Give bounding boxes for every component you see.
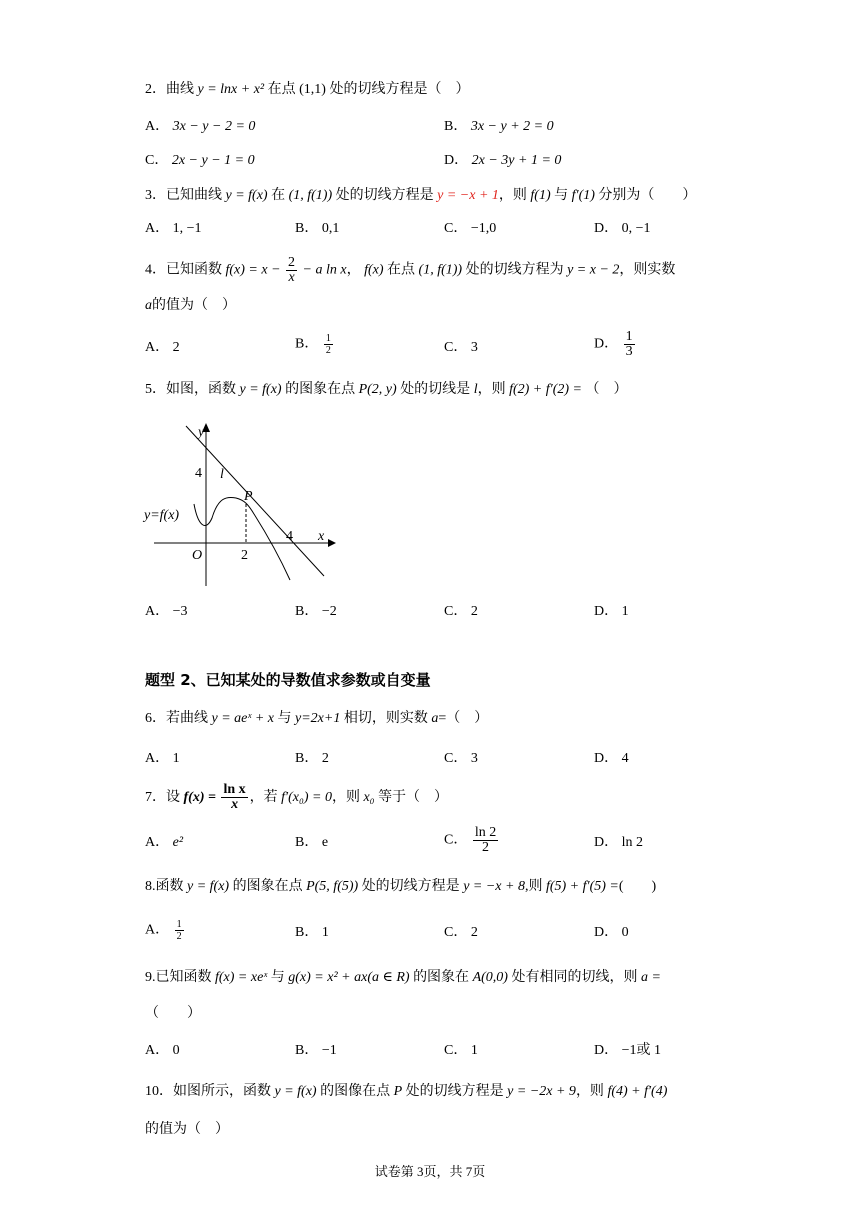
option-value: 3x − y + 2 = 0 bbox=[470, 119, 554, 134]
q3-point: (1, f(1)) bbox=[288, 188, 333, 203]
q8-option-a[interactable] bbox=[145, 919, 186, 942]
q7-option-d[interactable] bbox=[594, 833, 643, 853]
option-value: 1 bbox=[470, 1043, 478, 1058]
tangent-line-l bbox=[186, 426, 324, 576]
q3-option-d[interactable] bbox=[594, 219, 651, 239]
q4-text2: 在点 bbox=[387, 262, 416, 278]
option-value: −1,0 bbox=[470, 221, 497, 236]
option-value: 3 bbox=[470, 751, 478, 766]
option-letter: B． bbox=[295, 221, 319, 236]
q8-point: P(5, f(5)) bbox=[306, 879, 359, 894]
option-letter: A． bbox=[145, 751, 170, 766]
q6-option-b[interactable] bbox=[295, 749, 329, 769]
q9-text1: 与 bbox=[270, 970, 285, 985]
option-letter: D． bbox=[594, 925, 619, 940]
q10-stem bbox=[145, 1082, 667, 1102]
option-value: −1 bbox=[321, 1043, 337, 1058]
q6-stem bbox=[145, 709, 488, 729]
option-value: 2 bbox=[470, 925, 478, 940]
q3-text4: 与 bbox=[554, 188, 569, 203]
q3-label: 3．已知曲线 bbox=[145, 188, 222, 203]
q5-text4: （ ） bbox=[585, 382, 628, 397]
q5-point: P(2, y) bbox=[358, 382, 397, 397]
q6-option-a[interactable] bbox=[145, 749, 180, 769]
q7-fx: f(x) = bbox=[183, 790, 216, 805]
option-value: 2x − 3y + 1 = 0 bbox=[471, 153, 562, 168]
q4-fx: f(x) bbox=[364, 262, 384, 278]
option-fraction bbox=[473, 826, 498, 855]
q4-stem bbox=[145, 256, 675, 285]
option-value: 2 bbox=[470, 604, 478, 619]
q9-point: A(0,0) bbox=[472, 970, 508, 985]
q6-option-d[interactable] bbox=[594, 749, 629, 769]
q9-g: g(x) = x² + ax(a ∈ R) bbox=[288, 970, 410, 985]
option-value: e bbox=[321, 835, 329, 850]
q10-sum: f(4) + f′(4) bbox=[607, 1084, 668, 1099]
q2-expr: y = lnx + x² bbox=[197, 82, 265, 97]
option-letter: D． bbox=[594, 835, 619, 850]
q10-expr: y = f(x) bbox=[274, 1084, 317, 1099]
q3-text1: 在 bbox=[271, 188, 286, 203]
y-tick-4: 4 bbox=[195, 466, 202, 481]
option-letter: A． bbox=[145, 604, 170, 619]
q7-fraction bbox=[221, 783, 247, 812]
page-footer: 试卷第 3页，共 7页 bbox=[374, 1164, 486, 1179]
q4-point: (1, f(1)) bbox=[418, 262, 463, 278]
line-label-l: l bbox=[220, 467, 224, 482]
q2-option-c[interactable] bbox=[145, 151, 255, 171]
option-letter: A． bbox=[145, 835, 170, 850]
q6-line: y=2x+1 bbox=[295, 711, 341, 726]
q3-tangent: y = −x + 1 bbox=[437, 188, 499, 203]
q3-option-b[interactable] bbox=[295, 219, 339, 239]
option-letter: B． bbox=[295, 835, 319, 850]
option-value: 1 bbox=[621, 604, 629, 619]
option-letter: B． bbox=[295, 925, 319, 940]
q6-var: a bbox=[431, 711, 439, 726]
option-letter: D． bbox=[594, 336, 619, 352]
q2-option-a[interactable] bbox=[145, 117, 255, 137]
q2-point: (1,1) bbox=[299, 82, 326, 97]
q6-label: 6．若曲线 bbox=[145, 711, 208, 726]
curve-label: y=f(x) bbox=[144, 508, 180, 523]
option-letter: B． bbox=[444, 119, 468, 134]
option-letter: C． bbox=[444, 221, 468, 236]
q4-expr-right: − a ln x bbox=[302, 262, 347, 278]
option-value: 1 bbox=[321, 925, 329, 940]
q5-stem bbox=[145, 380, 627, 400]
fraction-numerator: ln 2 bbox=[474, 825, 497, 840]
option-letter: A． bbox=[145, 1043, 170, 1058]
q2-text1: 在点 bbox=[267, 82, 296, 97]
q7-text2: ，则 bbox=[331, 790, 360, 805]
option-letter: A． bbox=[145, 119, 170, 134]
q7-stem bbox=[145, 783, 448, 813]
fraction-numerator: ln x bbox=[223, 782, 246, 798]
q8-sum: f(5) + f′(5) = bbox=[545, 879, 619, 894]
q7-x0: x₀ bbox=[363, 790, 375, 805]
q4-text4: ，则实数 bbox=[619, 262, 676, 278]
q5-text2: 处的切线是 bbox=[400, 382, 471, 397]
q4-option-d[interactable] bbox=[594, 330, 637, 359]
option-letter: D． bbox=[594, 751, 619, 766]
q8-tangent: y = −x + 8 bbox=[463, 879, 525, 894]
option-value: −1或 1 bbox=[621, 1043, 662, 1058]
option-value: 2 bbox=[321, 751, 329, 766]
option-letter: B． bbox=[295, 1043, 319, 1058]
q8-expr: y = f(x) bbox=[187, 879, 230, 894]
q3-f1: f(1) bbox=[530, 188, 551, 203]
q2-text2: 处的切线方程是（ ） bbox=[329, 82, 470, 97]
q10-label: 10．如图所示，函数 bbox=[145, 1084, 271, 1099]
q9-option-d[interactable] bbox=[594, 1041, 661, 1061]
q9-f: f(x) = xeˣ bbox=[215, 970, 268, 985]
point-label-p: P bbox=[244, 489, 253, 504]
q3-option-c[interactable] bbox=[444, 219, 496, 239]
option-fraction bbox=[324, 333, 333, 356]
q8-option-b[interactable] bbox=[295, 923, 329, 943]
option-letter: C． bbox=[444, 832, 468, 848]
fraction-denominator: x bbox=[231, 797, 239, 813]
q7-label: 7．设 bbox=[145, 790, 180, 805]
section-heading: 题型 2、已知某处的导数值求参数或自变量 bbox=[145, 671, 431, 689]
option-value: 3 bbox=[470, 340, 478, 355]
fraction-denominator: 2 bbox=[482, 840, 490, 855]
q8-text2: 处的切线方程是 bbox=[361, 879, 460, 894]
q4-text3: 处的切线方程为 bbox=[465, 262, 564, 278]
option-value: −2 bbox=[321, 604, 337, 619]
q4-option-a[interactable] bbox=[145, 338, 180, 358]
q9-text3: 处有相同的切线，则 bbox=[511, 970, 638, 985]
q5-option-d[interactable] bbox=[594, 602, 629, 622]
q10-text2: 处的切线方程是 bbox=[405, 1084, 504, 1099]
q4-fraction bbox=[286, 256, 297, 285]
option-value: ln 2 bbox=[621, 835, 644, 850]
q3-option-a[interactable] bbox=[145, 219, 202, 239]
option-fraction bbox=[624, 330, 635, 359]
q6-option-c[interactable] bbox=[444, 749, 478, 769]
option-letter: B． bbox=[295, 336, 319, 352]
q3-stem bbox=[145, 186, 696, 206]
option-letter: D． bbox=[594, 604, 619, 619]
x-tick-2: 2 bbox=[241, 548, 248, 563]
q3-text3: ，则 bbox=[498, 188, 527, 203]
q7-text3: 等于（ ） bbox=[378, 790, 449, 805]
fraction-denominator: 2 bbox=[325, 345, 331, 356]
option-value: 2x − y − 1 = 0 bbox=[171, 153, 255, 168]
q4-expr-left: f(x) = x − bbox=[225, 262, 281, 278]
q9-stem-line2: （ ） bbox=[145, 1006, 201, 1021]
q5-figure bbox=[140, 418, 340, 593]
option-value: 0, −1 bbox=[621, 221, 651, 236]
q8-label: 8.函数 bbox=[145, 879, 184, 894]
q2-option-b[interactable] bbox=[444, 117, 554, 137]
q5-option-a[interactable] bbox=[145, 602, 188, 622]
q5-text3: ，则 bbox=[477, 382, 506, 397]
q4-text1: ， bbox=[346, 262, 361, 278]
option-letter: B． bbox=[295, 751, 319, 766]
origin-label: O bbox=[192, 548, 203, 563]
q5-label: 5．如图，函数 bbox=[145, 382, 236, 397]
option-value: 2 bbox=[172, 340, 180, 355]
q9-label: 9.已知函数 bbox=[145, 970, 212, 985]
q9-tail: a = bbox=[640, 970, 661, 985]
option-letter: D． bbox=[594, 1043, 619, 1058]
q7-cond: f′(x₀) = 0 bbox=[281, 790, 332, 805]
q10-p: P bbox=[393, 1084, 403, 1099]
x-tick-4: 4 bbox=[286, 529, 293, 544]
q5-sum: f(2) + f′(2) = bbox=[509, 382, 582, 397]
option-letter: A． bbox=[145, 340, 170, 355]
q5-option-b[interactable] bbox=[295, 602, 337, 622]
x-axis-label: x bbox=[318, 529, 325, 544]
q2-option-d[interactable] bbox=[444, 151, 561, 171]
q8-text1: 的图象在点 bbox=[232, 879, 303, 894]
q5-expr: y = f(x) bbox=[239, 382, 282, 397]
y-axis-label: y bbox=[198, 425, 205, 440]
q6-text3: =（ ） bbox=[438, 711, 489, 726]
fraction-denominator: 2 bbox=[176, 931, 182, 942]
q3-text5: 分别为（ ） bbox=[598, 188, 697, 203]
q5-option-c[interactable] bbox=[444, 602, 478, 622]
fraction-denominator: 3 bbox=[625, 344, 633, 359]
q3-expr: y = f(x) bbox=[225, 188, 268, 203]
q9-option-a[interactable] bbox=[145, 1041, 180, 1061]
q7-option-b[interactable] bbox=[295, 833, 328, 853]
q10-text3: ，则 bbox=[575, 1084, 604, 1099]
q3-fp1: f′(1) bbox=[571, 188, 595, 203]
q9-text2: 的图象在 bbox=[413, 970, 470, 985]
q9-option-b[interactable] bbox=[295, 1041, 337, 1061]
q8-text4: ( ) bbox=[618, 879, 657, 894]
option-letter: A． bbox=[145, 922, 170, 938]
option-letter: C． bbox=[444, 604, 468, 619]
q4-line2-text: 的值为（ ） bbox=[152, 298, 236, 313]
option-value: e² bbox=[172, 835, 184, 850]
fraction-denominator: x bbox=[288, 270, 295, 285]
q4-var: a bbox=[145, 298, 152, 313]
option-letter: A． bbox=[145, 221, 170, 236]
option-letter: D． bbox=[444, 153, 469, 168]
fraction-numerator: 2 bbox=[288, 255, 296, 270]
q5-text1: 的图象在点 bbox=[285, 382, 356, 397]
option-value: 1 bbox=[172, 751, 180, 766]
q7-text1: ，若 bbox=[249, 790, 278, 805]
option-letter: C． bbox=[444, 925, 468, 940]
q4-label: 4．已知函数 bbox=[145, 262, 222, 278]
q10-text1: 的图像在点 bbox=[320, 1084, 391, 1099]
option-letter: C． bbox=[444, 1043, 468, 1058]
q8-stem bbox=[145, 877, 656, 897]
q4-stem-line2 bbox=[145, 296, 236, 316]
option-value: −3 bbox=[172, 604, 188, 619]
option-value: 0 bbox=[172, 1043, 180, 1058]
q6-expr: y = aeˣ + x bbox=[211, 711, 274, 726]
option-value: 4 bbox=[621, 751, 629, 766]
q4-option-b[interactable] bbox=[295, 333, 335, 356]
option-fraction bbox=[175, 919, 184, 942]
q10-stem-line2: 的值为（ ） bbox=[145, 1122, 229, 1137]
q3-text2: 处的切线方程是 bbox=[335, 188, 434, 203]
q8-option-d[interactable] bbox=[594, 923, 629, 943]
option-letter: C． bbox=[444, 340, 468, 355]
q2-label: 2．曲线 bbox=[145, 82, 194, 97]
q5-l: l bbox=[473, 382, 478, 397]
q9-option-c[interactable] bbox=[444, 1041, 478, 1061]
option-value: 0,1 bbox=[321, 221, 340, 236]
option-value: 0 bbox=[621, 925, 629, 940]
q6-text2: 相切，则实数 bbox=[343, 711, 428, 726]
option-letter: D． bbox=[594, 221, 619, 236]
fraction-numerator: 1 bbox=[176, 919, 182, 930]
q9-stem bbox=[145, 968, 661, 988]
q7-option-a[interactable] bbox=[145, 833, 183, 853]
curve-fx bbox=[194, 497, 290, 580]
q4-tangent: y = x − 2 bbox=[567, 262, 620, 278]
q4-option-c[interactable] bbox=[444, 338, 478, 358]
option-value: 1, −1 bbox=[172, 221, 202, 236]
fraction-numerator: 1 bbox=[325, 333, 331, 344]
x-axis-arrow-icon bbox=[328, 539, 336, 547]
q8-text3: ,则 bbox=[524, 879, 543, 894]
option-value: 3x − y − 2 = 0 bbox=[172, 119, 256, 134]
option-letter: B． bbox=[295, 604, 319, 619]
q2-stem bbox=[145, 80, 469, 100]
option-letter: C． bbox=[444, 751, 468, 766]
q6-text1: 与 bbox=[277, 711, 292, 726]
q7-option-c[interactable] bbox=[444, 826, 500, 855]
option-letter: C． bbox=[145, 153, 169, 168]
q8-option-c[interactable] bbox=[444, 923, 478, 943]
q10-tangent: y = −2x + 9 bbox=[507, 1084, 576, 1099]
fraction-numerator: 1 bbox=[625, 329, 633, 344]
